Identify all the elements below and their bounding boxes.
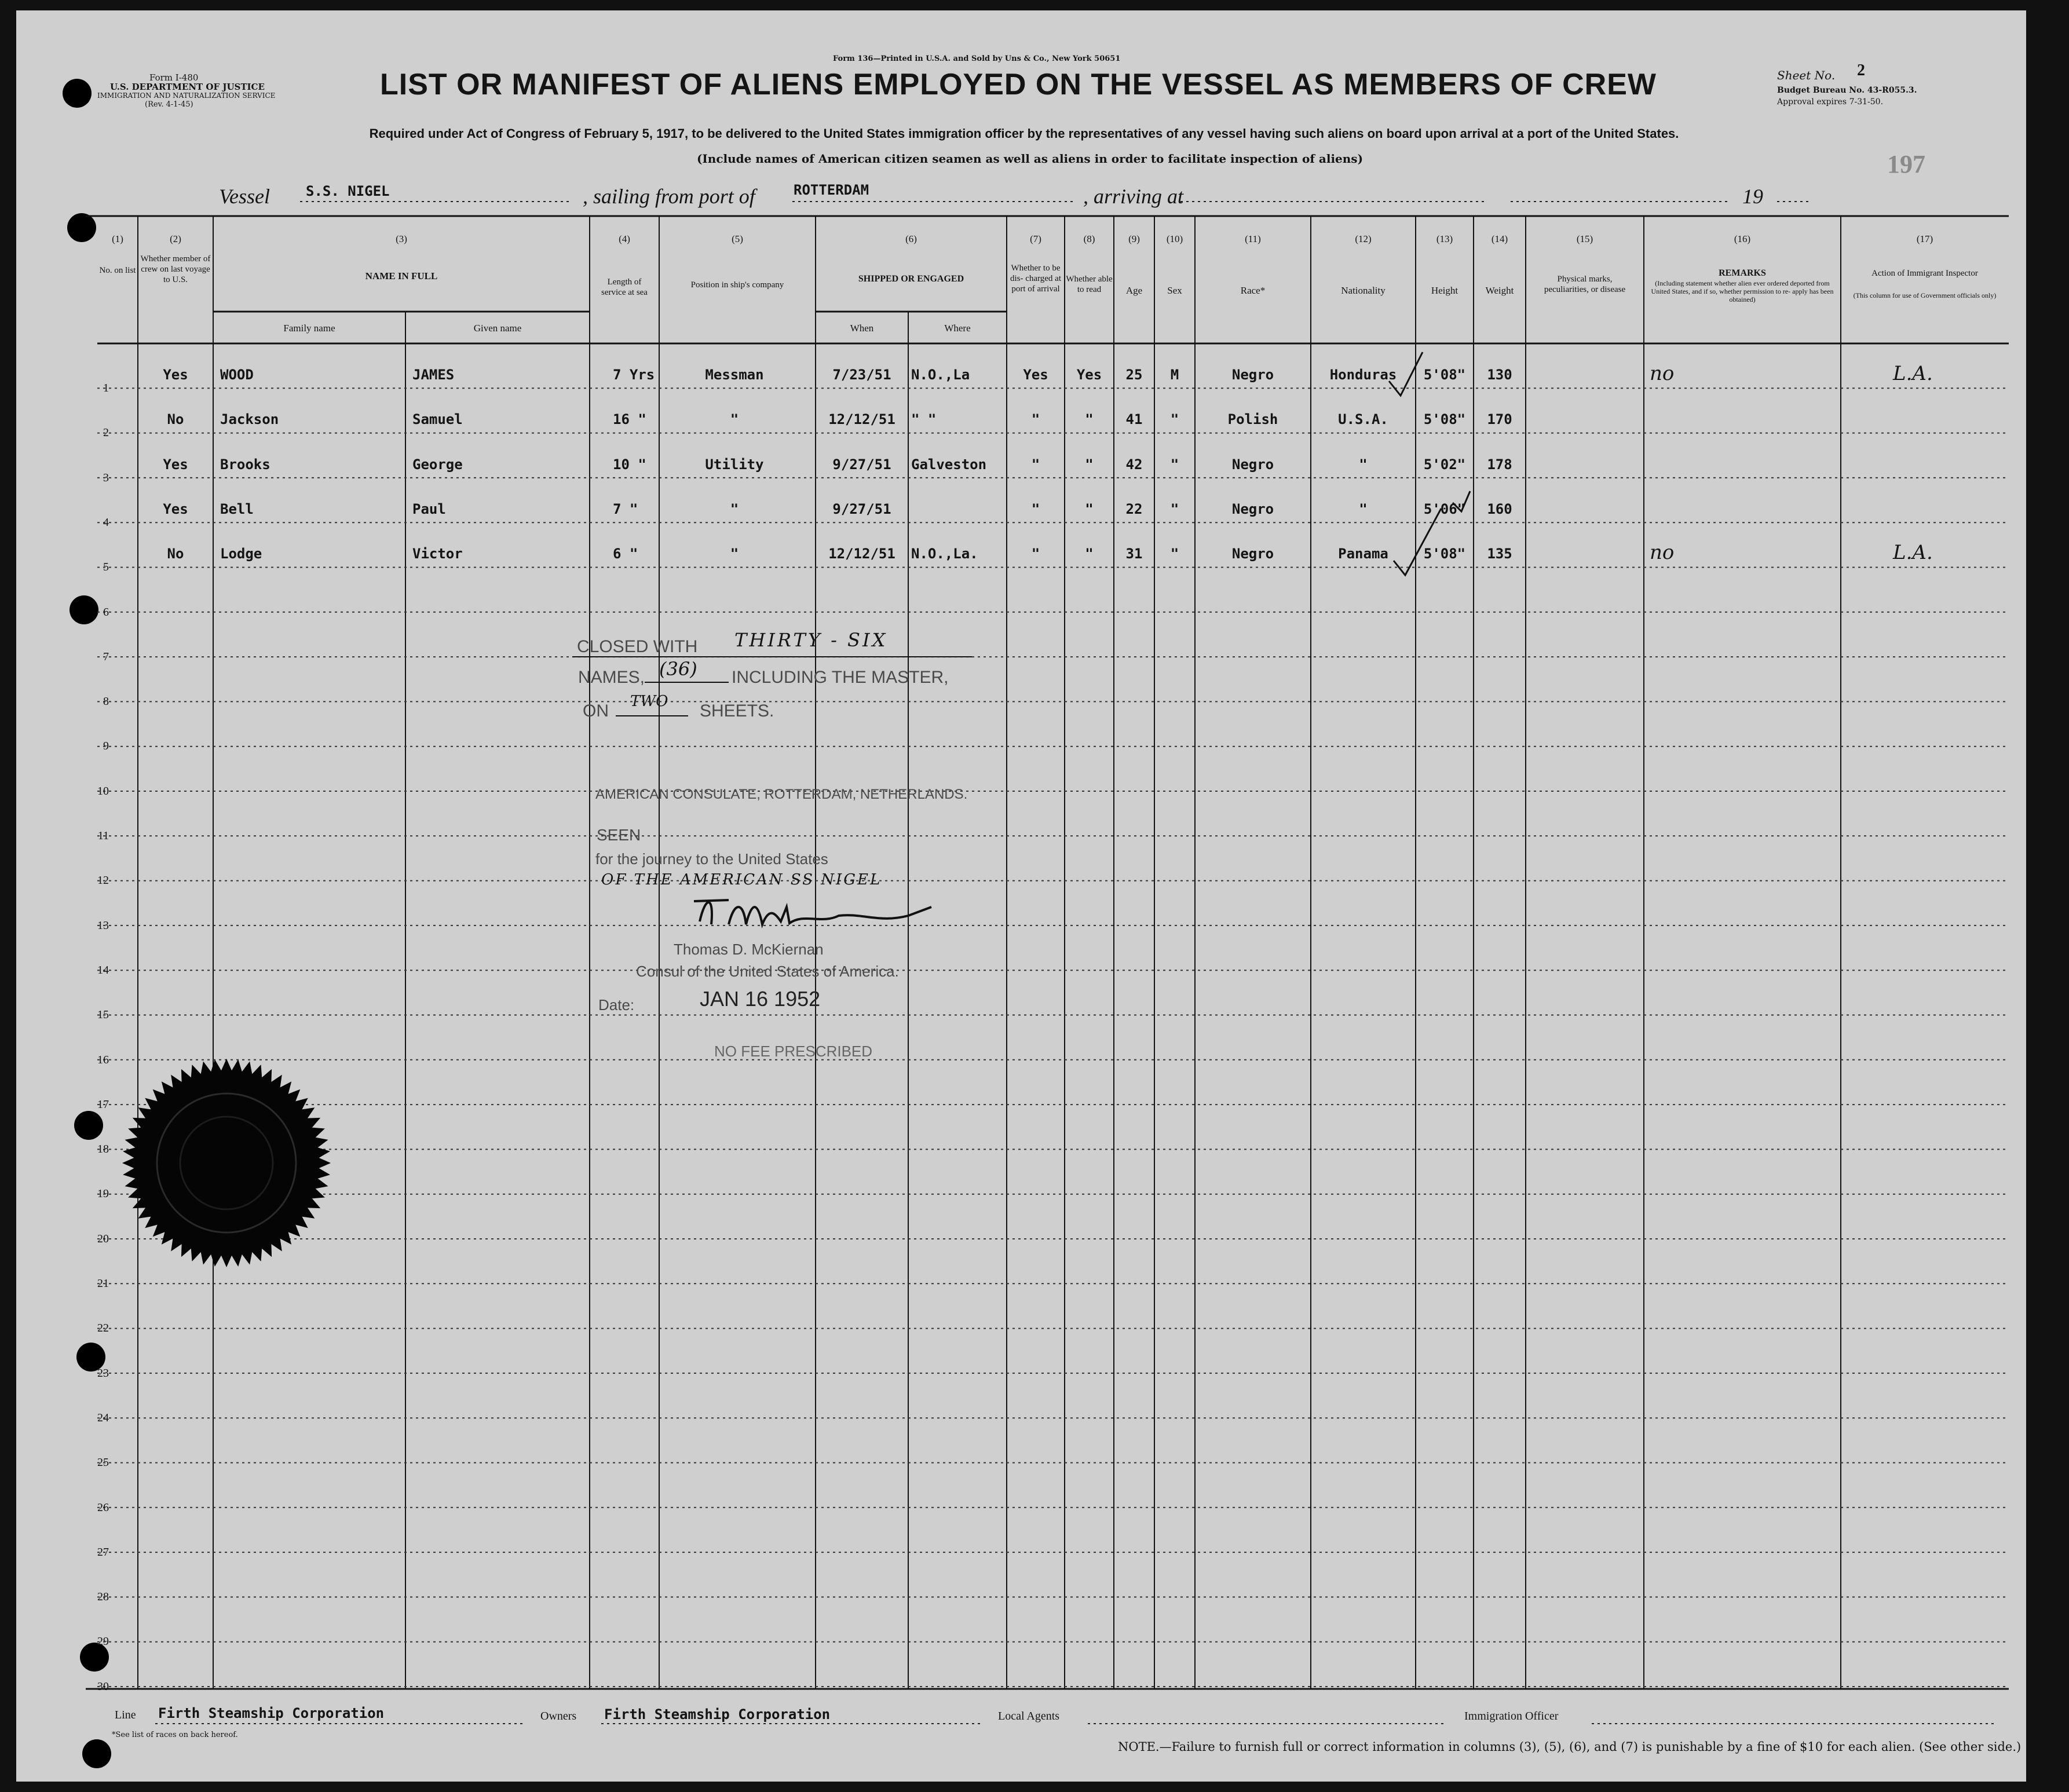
col-header-family-name: Family name (283, 323, 335, 334)
col-header-position: Position in ship's company (690, 280, 784, 290)
closing-stamp-line2-prefix: NAMES, (578, 668, 645, 687)
col-num-10: (10) (1166, 233, 1183, 244)
cell-given: George (412, 456, 463, 473)
cell-family: Lodge (220, 546, 262, 562)
col-header-name-in-full: NAME IN FULL (365, 270, 438, 281)
row-number: 25 (97, 1456, 109, 1469)
cell-position: " (730, 411, 739, 428)
row-number: 17 (97, 1098, 109, 1111)
cell-family: Brooks (220, 456, 270, 473)
vessel-value: S.S. NIGEL (306, 183, 390, 199)
service-name: IMMIGRATION AND NATURALIZATION SERVICE (97, 92, 276, 100)
cell-action-handwritten: L.A. (1893, 362, 1933, 385)
consulate-vessel-handwritten: OF THE AMERICAN SS NIGEL (601, 871, 882, 888)
cell-last-voyage: Yes (163, 367, 188, 383)
row-number: 4 (103, 515, 109, 529)
cell-where: " " (911, 411, 937, 428)
row-number: 5 (103, 561, 109, 574)
cell-weight: 178 (1487, 456, 1512, 473)
col-num-15: (15) (1576, 233, 1593, 244)
sheet-label: Sheet No. (1777, 68, 1836, 82)
cell-discharged: " (1031, 500, 1040, 517)
col-header-remarks-note: (Including statement whether alien ever ordered deported from United States, and if so, whether permission to re- apply has been obtained) (1651, 279, 1834, 303)
form-note-line: (Include names of American citizen seamen as well as aliens in order to facilitate inspection of aliens) (696, 152, 1364, 166)
footer-owners-label: Owners (540, 1710, 577, 1722)
department-name: U.S. DEPARTMENT OF JUSTICE (110, 82, 265, 92)
cell-position: Messman (705, 367, 764, 383)
cell-weight: 135 (1487, 546, 1512, 562)
row-number: 20 (97, 1232, 109, 1245)
col-num-2: (2) (170, 233, 181, 244)
col-header-last-voyage: Whether member of crew on last voyage to U.S. (140, 254, 211, 284)
cell-age: 25 (1125, 367, 1143, 383)
cell-when: 12/12/51 (828, 546, 895, 562)
col-header-race: Race* (1240, 285, 1266, 296)
cell-last-voyage: Yes (163, 500, 188, 517)
closing-stamp-line3-prefix: ON (583, 701, 609, 721)
cell-position: Utility (705, 456, 764, 473)
cell-age: 41 (1125, 411, 1143, 428)
cell-given: Paul (412, 500, 446, 517)
row-number: 16 (97, 1053, 109, 1066)
col-header-remarks: REMARKS (1719, 268, 1766, 278)
col-header-where: Where (944, 323, 971, 334)
cell-where: N.O.,La. (911, 546, 978, 562)
footer-line-label: Line (115, 1709, 136, 1721)
cell-family: Bell (220, 500, 254, 517)
row-number: 2 (103, 426, 109, 440)
cell-where: N.O.,La (911, 367, 970, 383)
cell-height: 5'08" (1423, 411, 1466, 428)
cell-service: 10 " (613, 456, 646, 473)
row-number: 10 (97, 784, 109, 798)
cell-race: Negro (1231, 456, 1274, 473)
col-header-given-name: Given name (473, 323, 522, 334)
form-subtitle: Required under Act of Congress of February 5, 1917, to be delivered to the United States immigration officer by the representatives of any vessel having such aliens on board upon arrival at a port of the United States. (369, 126, 1679, 141)
row-number: 30 (97, 1680, 109, 1693)
footer-races-note: *See list of races on back hereof. (112, 1731, 238, 1739)
consulate-journey: for the journey to the United States (595, 850, 828, 868)
footer-agents-label: Local Agents (998, 1710, 1060, 1722)
col-num-5: (5) (732, 233, 743, 244)
col-header-height: Height (1431, 285, 1458, 296)
cell-nationality: U.S.A. (1338, 411, 1388, 428)
row-number: 14 (97, 963, 109, 977)
cell-sex: " (1170, 411, 1179, 428)
cell-position: " (730, 500, 739, 517)
row-number: 19 (97, 1187, 109, 1201)
cell-given: JAMES (412, 367, 455, 383)
cell-age: 22 (1125, 500, 1143, 517)
row-number: 15 (97, 1008, 109, 1022)
row-number: 1 (103, 382, 109, 394)
row-number: 18 (97, 1143, 109, 1156)
cell-service: 7 Yrs (613, 367, 655, 383)
col-num-16: (16) (1734, 233, 1751, 244)
col-num-3: (3) (396, 233, 407, 244)
row-number: 22 (97, 1322, 109, 1335)
row-number: 9 (103, 740, 109, 753)
row-number: 7 (103, 650, 109, 663)
col-num-7: (7) (1030, 233, 1041, 244)
row-number: 29 (97, 1635, 109, 1648)
cell-given: Victor (412, 546, 463, 562)
cell-sex: M (1170, 367, 1179, 383)
col-num-9: (9) (1128, 233, 1140, 244)
cell-nationality: Honduras (1329, 367, 1397, 383)
cell-service: 6 " (613, 546, 638, 562)
row-number: 3 (103, 471, 109, 484)
budget-bureau: Budget Bureau No. 43-R055.3. (1777, 86, 1917, 95)
col-header-age: Age (1125, 285, 1143, 296)
footer-rules (16, 10, 2026, 1782)
cell-when: 12/12/51 (828, 411, 895, 428)
cell-race: Negro (1231, 546, 1274, 562)
cell-service: 16 " (613, 411, 646, 428)
col-header-no-on-list: No. on list (99, 266, 136, 275)
cell-discharged: " (1031, 456, 1040, 473)
cell-last-voyage: Yes (163, 456, 188, 473)
col-header-when: When (850, 323, 874, 334)
closing-stamp-count-words: THIRTY - SIX (734, 629, 888, 651)
col-header-discharged: Whether to be dis- charged at port of arrival (1010, 264, 1062, 294)
footer-owners-value: Firth Steamship Corporation (604, 1706, 831, 1722)
closing-stamp-line3-suffix: SHEETS. (700, 701, 774, 721)
row-number: 23 (97, 1366, 109, 1380)
form-revision: (Rev. 4-1-45) (145, 100, 193, 109)
col-header-inspector-note: (This column for use of Government officials only) (1853, 291, 1997, 299)
col-header-weight: Weight (1485, 285, 1514, 296)
cell-read: " (1085, 546, 1094, 562)
sheet-number: 2 (1857, 61, 1865, 79)
col-header-length-of-service: Length of service at sea (601, 277, 648, 297)
row-number: 28 (97, 1590, 109, 1604)
cell-read: " (1085, 500, 1094, 517)
col-header-shipped-or-engaged: SHIPPED OR ENGAGED (858, 274, 964, 284)
cell-height: 5'06" (1423, 500, 1466, 517)
cell-when: 7/23/51 (832, 367, 891, 383)
cell-sex: " (1170, 546, 1179, 562)
cell-nationality: " (1359, 500, 1368, 517)
col-num-1: (1) (112, 233, 123, 244)
year-label: 19 (1742, 185, 1763, 208)
cell-race: Negro (1231, 367, 1274, 383)
cell-height: 5'08" (1423, 367, 1466, 383)
row-number: 6 (103, 605, 109, 619)
row-number: 27 (97, 1545, 109, 1559)
cell-service: 7 " (613, 500, 638, 517)
consul-name: Thomas D. McKiernan (674, 941, 824, 958)
col-header-sex: Sex (1167, 285, 1182, 296)
cell-sex: " (1170, 456, 1179, 473)
cell-read: " (1085, 456, 1094, 473)
consulate-date-value: JAN 16 1952 (700, 987, 821, 1011)
footer-line-value: Firth Steamship Corporation (158, 1705, 385, 1721)
no-fee-stamp: NO FEE PRESCRIBED (714, 1043, 873, 1060)
cell-family: WOOD (220, 367, 254, 383)
cell-when: 9/27/51 (832, 500, 891, 517)
cell-when: 9/27/51 (832, 456, 891, 473)
cell-read: " (1085, 411, 1094, 428)
cell-weight: 170 (1487, 411, 1512, 428)
cell-action-handwritten: L.A. (1893, 541, 1933, 565)
cell-age: 42 (1125, 456, 1143, 473)
cell-race: Polish (1227, 411, 1278, 428)
cell-race: Negro (1231, 500, 1274, 517)
approval-expiry: Approval expires 7-31-50. (1777, 97, 1884, 107)
row-number: 21 (97, 1277, 109, 1290)
closing-stamp-line2-suffix: INCLUDING THE MASTER, (732, 668, 949, 687)
col-num-13: (13) (1436, 233, 1453, 244)
cell-height: 5'08" (1423, 546, 1466, 562)
printer-line: Form 136—Printed in U.S.A. and Sold by Uns & Co., New York 50651 (833, 54, 1121, 63)
col-num-17: (17) (1916, 233, 1933, 244)
sailing-from-label: , sailing from port of (583, 185, 755, 208)
closing-stamp-sheet-count: TWO (630, 693, 668, 710)
cell-remarks-handwritten: no (1650, 541, 1675, 565)
consulate-seen: SEEN (597, 826, 641, 844)
cell-last-voyage: No (167, 411, 184, 428)
port-value: ROTTERDAM (794, 182, 869, 198)
row-number: 24 (97, 1411, 109, 1424)
col-num-4: (4) (619, 233, 630, 244)
cell-where: Galveston (911, 456, 987, 473)
col-num-14: (14) (1491, 233, 1508, 244)
col-header-nationality: Nationality (1341, 285, 1386, 296)
row-number: 12 (97, 874, 109, 887)
cell-height: 5'02" (1423, 456, 1466, 473)
footer-fine-note: NOTE.—Failure to furnish full or correct information in columns (3), (5), (6), and (7) is punishable by a fine of $10 for each alien. (See other side.) (1118, 1740, 2022, 1754)
consul-title: Consul of the United States of America. (636, 963, 899, 980)
cell-nationality: " (1359, 456, 1368, 473)
manifest-sheet (16, 10, 2026, 1782)
footer-officer-label: Immigration Officer (1464, 1710, 1559, 1722)
cell-sex: " (1170, 500, 1179, 517)
form-title: LIST OR MANIFEST OF ALIENS EMPLOYED ON THE VESSEL AS MEMBERS OF CREW (380, 68, 1657, 101)
row-number: 13 (97, 919, 109, 932)
consulate-name: AMERICAN CONSULATE, ROTTERDAM, NETHERLANDS. (595, 787, 968, 802)
cell-remarks-handwritten: no (1650, 362, 1675, 385)
cell-family: Jackson (220, 411, 279, 428)
cell-discharged: Yes (1023, 367, 1048, 383)
closing-stamp-count-number: (36) (659, 658, 697, 680)
col-num-12: (12) (1355, 233, 1372, 244)
form-number: Form I-480 (149, 72, 199, 83)
col-header-inspector-action: Action of Immigrant Inspector (1871, 269, 1978, 278)
col-header-physical-marks: Physical marks, peculiarities, or disease (1544, 275, 1626, 294)
consulate-date-label: Date: (598, 996, 635, 1014)
row-number: 8 (103, 695, 109, 708)
vessel-label: Vessel (219, 185, 270, 208)
row-number: 11 (97, 829, 109, 842)
cell-last-voyage: No (167, 546, 184, 562)
cell-read: Yes (1076, 367, 1102, 383)
cell-discharged: " (1031, 546, 1040, 562)
cell-weight: 130 (1487, 367, 1512, 383)
cell-nationality: Panama (1338, 546, 1388, 562)
cell-weight: 160 (1487, 500, 1512, 517)
row-number: 26 (97, 1501, 109, 1514)
arriving-at-label: , arriving at (1083, 185, 1184, 208)
closing-stamp-line1-prefix: CLOSED WITH (577, 637, 698, 656)
cell-discharged: " (1031, 411, 1040, 428)
col-num-6: (6) (905, 233, 917, 244)
stamp-number: 197 (1887, 150, 1925, 178)
cell-position: " (730, 546, 739, 562)
cell-age: 31 (1125, 546, 1143, 562)
cell-given: Samuel (412, 411, 463, 428)
col-header-able-to-read: Whether able to read (1066, 275, 1113, 294)
col-num-11: (11) (1245, 233, 1261, 244)
col-num-8: (8) (1083, 233, 1095, 244)
